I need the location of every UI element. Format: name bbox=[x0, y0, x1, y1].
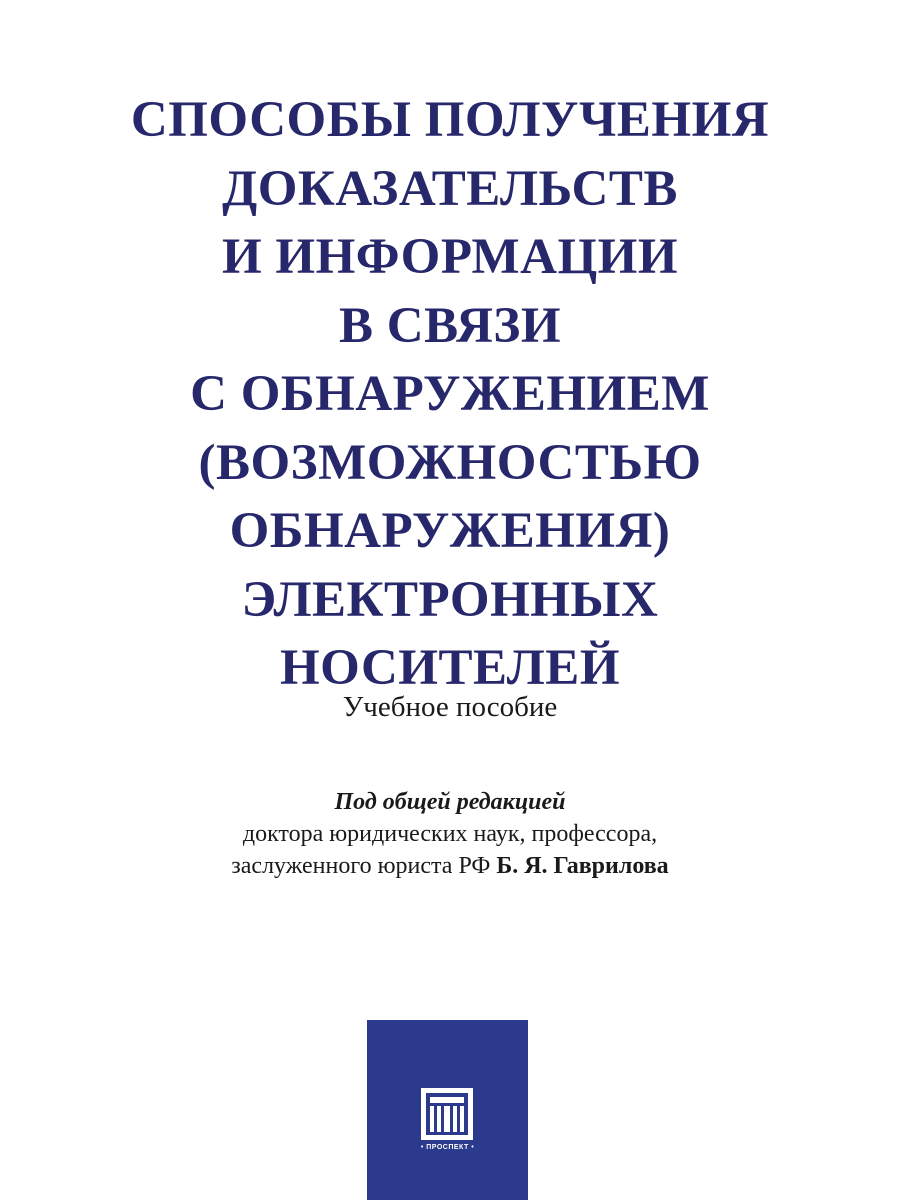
editor-title-line bbox=[0, 850, 900, 882]
editor-name: Б. Я. Гаврилова bbox=[496, 853, 669, 879]
title-line: И ИНФОРМАЦИИ bbox=[221, 229, 678, 285]
title-line: (ВОЗМОЖНОСТЬЮ bbox=[198, 434, 702, 491]
book-title bbox=[0, 86, 900, 703]
title-line: ЭЛЕКТРОННЫХ bbox=[241, 571, 659, 628]
title-line: С ОБНАРУЖЕНИЕМ bbox=[190, 366, 710, 422]
title-line: ДОКАЗАТЕЛЬСТВ bbox=[222, 160, 678, 217]
editor-heading: Под общей редакцией bbox=[334, 789, 566, 815]
title-line: В СВЯЗИ bbox=[339, 297, 561, 354]
title-line: НОСИТЕЛЕЙ bbox=[279, 640, 620, 696]
editor-credentials: доктора юридических наук, профессора, bbox=[242, 821, 658, 847]
publisher-name: • ПРОСПЕКТ • bbox=[420, 1144, 475, 1151]
title-line: СПОСОБЫ ПОЛУЧЕНИЯ bbox=[130, 92, 770, 148]
building-columns-icon bbox=[421, 1088, 473, 1140]
title-line: ОБНАРУЖЕНИЯ) bbox=[229, 503, 671, 559]
publisher-logo bbox=[367, 1020, 528, 1200]
book-subtitle: Учебное пособие bbox=[342, 691, 558, 723]
editor-title-prefix: заслуженного юриста РФ bbox=[231, 853, 491, 879]
editor-block bbox=[0, 786, 900, 882]
